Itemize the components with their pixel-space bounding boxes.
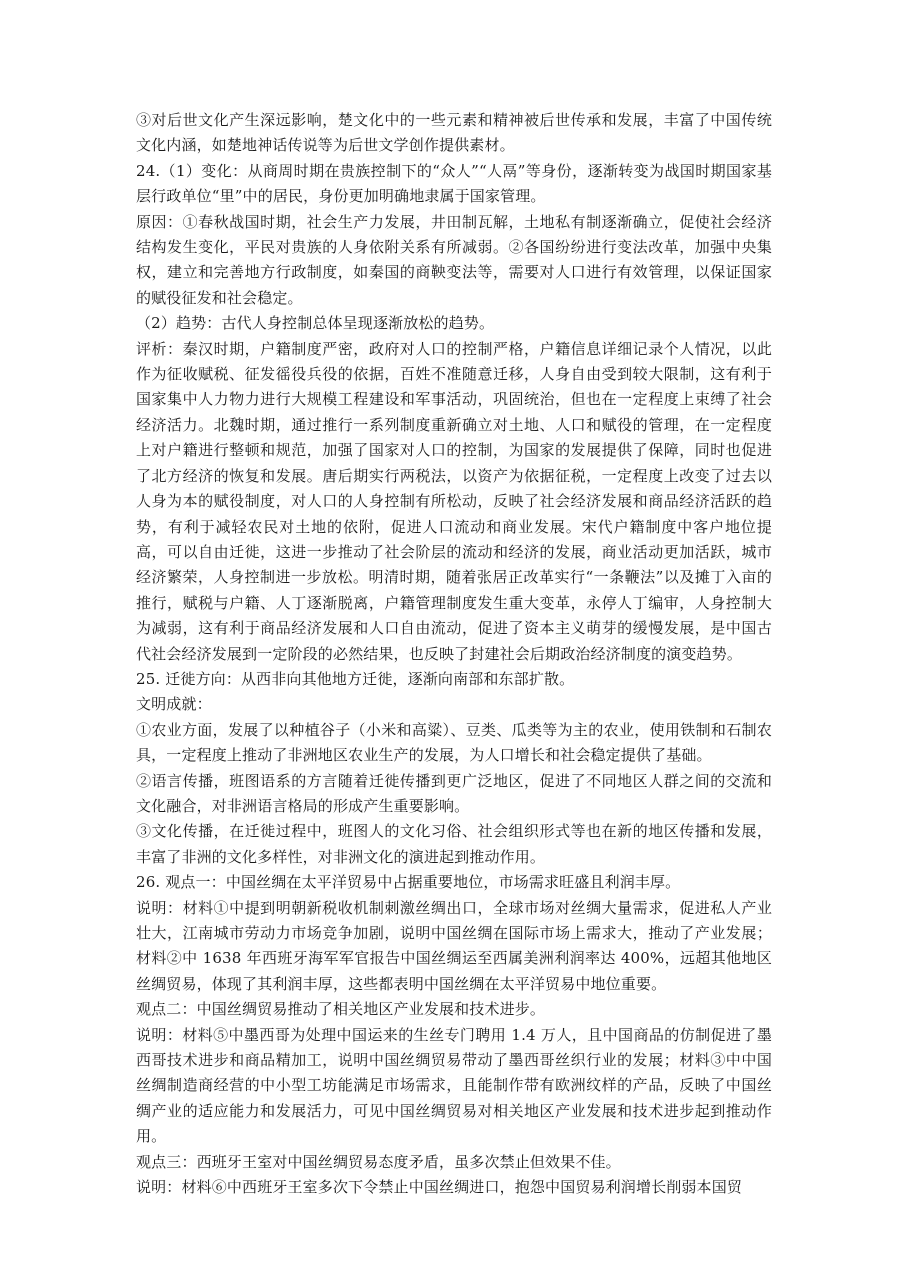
paragraph-q25-agriculture: ①农业方面，发展了以种植谷子（小米和高粱）、豆类、瓜类等为主的农业，使用铁制和石制农具，一定程度上推动了非洲地区农业生产的发展，为人口增长和社会稳定提供了基础。: [136, 720, 772, 765]
document-body: [136, 108, 772, 1200]
paragraph-q26-viewpoint-1: 26. 观点一：中国丝绸在太平洋贸易中占据重要地位，市场需求旺盛且利润丰厚。: [136, 873, 681, 892]
paragraph-q25-language: ②语言传播，班图语系的方言随着迁徙传播到更广泛地区，促进了不同地区人群之间的交流和文化融合，对非洲语言格局的形成产生重要影响。: [136, 771, 772, 815]
paragraph-q24-change: 24.（1）变化：从商周时期在贵族控制下的“众人”“人鬲”等身份，逐渐转变为战国时期国家基层行政单位“里”中的居民，身份更加明确地隶属于国家管理。: [136, 161, 772, 206]
paragraph-q25-culture: ③文化传播，在迁徙过程中，班图人的文化习俗、社会组织形式等也在新的地区传播和发展，丰富了非洲的文化多样性，对非洲文化的演进起到推动作用。: [136, 822, 772, 866]
paragraph-q26-explanation-3: 说明：材料⑥中西班牙王室多次下令禁止中国丝绸进口，抱怨中国贸易利润增长削弱本国贸: [136, 1178, 743, 1197]
paragraph-chu-culture-influence: ③对后世文化产生深远影响，楚文化中的一些元素和精神被后世传承和发展，丰富了中国传统文化内涵，如楚地神话传说等为后世文学创作提供素材。: [136, 111, 772, 155]
paragraph-q24-analysis: 评析：秦汉时期，户籍制度严密，政府对人口的控制严格，户籍信息详细记录个人情况，以此作为征收赋税、征发徭役兵役的依据，百姓不准随意迁移，人身自由受到较大限制，这有利于国家集中人力物力进行大规模工程建设和军事活动，巩固统治，但也在一定程度上束缚了社会经济活力。北魏时期，通过推行一系列制度重新确立对土地、人口和赋役的管理，在一定程度上对户籍进行整顿和规范，加强了国家对人口的控制，为国家的发展提供了保障，同时也促进了北方经济的恢复和发展。唐后期实行两税法，以资产为依据征税，一定程度上改变了过去以人身为本的赋役制度，对人口的人身控制有所松动，反映了社会经济发展和商品经济活跃的趋势，有利于减轻农民对土地的依附，促进人口流动和商业发展。宋代户籍制度中客户地位提高，可以自由迁徙，这进一步推动了社会阶层的流动和经济的发展，商业活动更加活跃，城市经济繁荣，人身控制进一步放松。明清时期，随着张居正改革实行“一条鞭法”以及摊丁入亩的推行，赋税与户籍、人丁逐渐脱离，户籍管理制度发生重大变革，永停人丁编审，人身控制大为减弱，这有利于商品经济发展和人口自由流动，促进了资本主义萌芽的缓慢发展，是中国古代社会经济发展到一定阶段的必然结果，也反映了封建社会后期政治经济制度的演变趋势。: [136, 339, 772, 663]
paragraph-q26-explanation-2: 说明：材料⑤中墨西哥为处理中国运来的生丝专门聘用 1.4 万人，且中国商品的仿制促进了墨西哥技术进步和商品精加工，说明中国丝绸贸易带动了墨西哥丝织行业的发展；材料③中中国丝绸制造商经营的中小型工坊能满足市场需求，且能制作带有欧洲纹样的产品，反映了中国丝绸产业的适应能力和发展活力，可见中国丝绸贸易对相关地区产业发展和技术进步起到推动作用。: [136, 1025, 772, 1146]
paragraph-q25-achievements-heading: 文明成就：: [136, 695, 212, 714]
paragraph-q26-viewpoint-3: 观点三：西班牙王室对中国丝绸贸易态度矛盾，虽多次禁止但效果不佳。: [136, 1152, 621, 1171]
paragraph-q26-viewpoint-2: 观点二：中国丝绸贸易推动了相关地区产业发展和技术进步。: [136, 1000, 546, 1019]
paragraph-q25-direction: 25. 迁徙方向：从西非向其他地方迁徙，逐渐向南部和东部扩散。: [136, 669, 575, 688]
paragraph-q24-trend: （2）趋势：古代人身控制总体呈现逐渐放松的趋势。: [136, 314, 495, 333]
paragraph-q24-reason: 原因：①春秋战国时期，社会生产力发展，井田制瓦解，土地私有制逐渐确立，促使社会经济结构发生变化，平民对贵族的人身依附关系有所减弱。②各国纷纷进行变法改革，加强中央集权，建立和完善地方行政制度，如秦国的商鞅变法等，需要对人口进行有效管理，以保证国家的赋役征发和社会稳定。: [136, 212, 772, 307]
paragraph-q26-explanation-1: 说明：材料①中提到明朝新税收机制刺激丝绸出口，全球市场对丝绸大量需求，促进私人产业壮大，江南城市劳动力市场竞争加剧，说明中国丝绸在国际市场上需求大，推动了产业发展；材料②中 1638 年西班牙海军军官报告中国丝绸运至西属美洲利润率达 400%，远超其他地区丝绸贸易，体现了其利润丰厚，这些都表明中国丝绸在太平洋贸易中地位重要。: [136, 898, 772, 993]
